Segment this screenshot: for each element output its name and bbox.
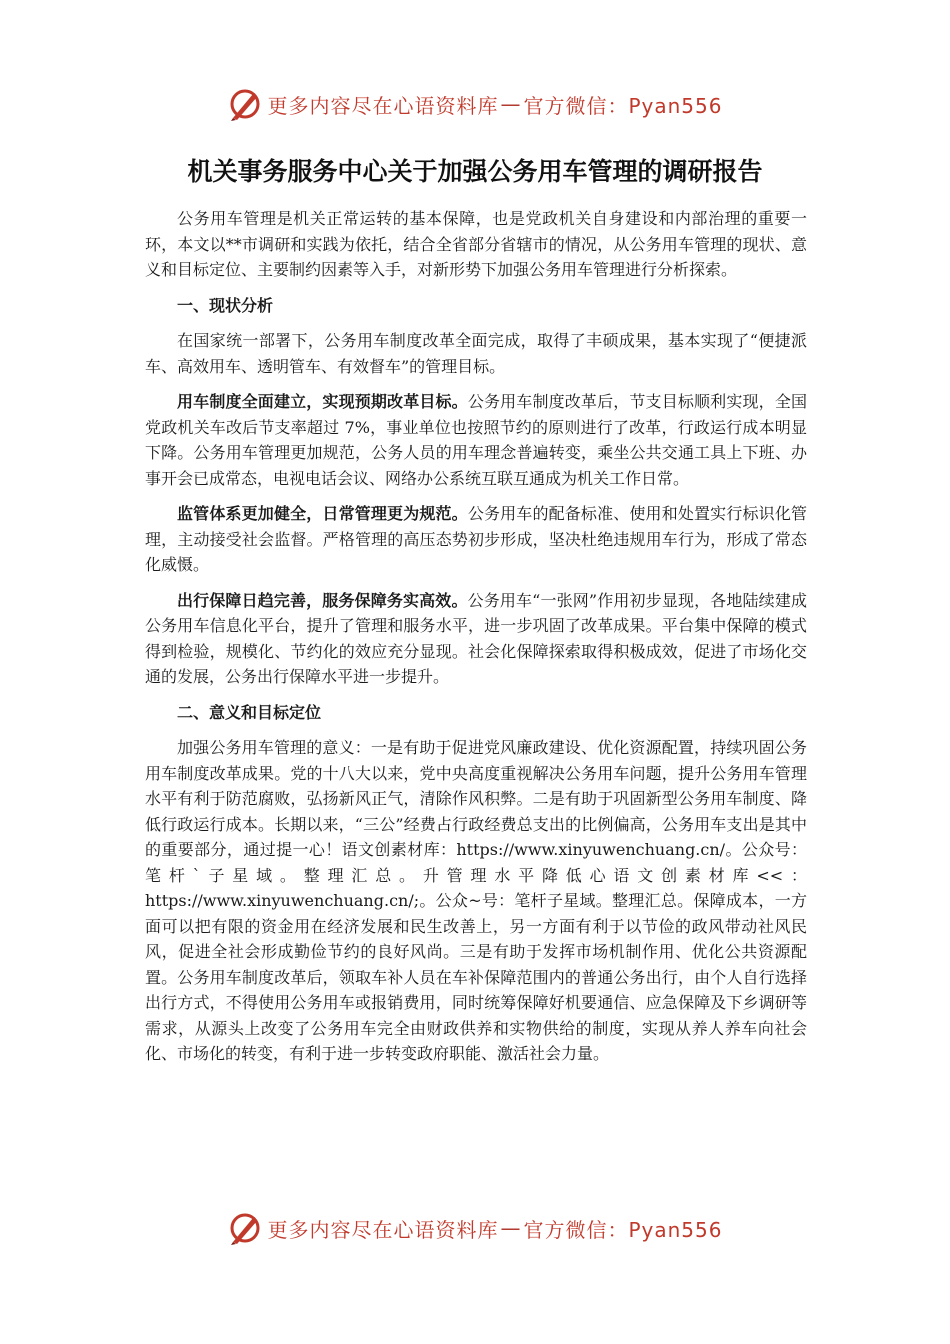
intro-paragraph: 公务用车管理是机关正常运转的基本保障，也是党政机关自身建设和内部治理的重要一环，本文以**市调研和实践为依托，结合全省部分省辖市的情况，从公务用车管理的现状、意义和目标定位、主要制约因素等入手，对新形势下加强公务用车管理进行分析探索。 bbox=[145, 209, 807, 279]
banner-wechat-text: 官方微信：Pyan556 bbox=[523, 1217, 723, 1242]
banner-separator: — bbox=[500, 1216, 522, 1240]
paragraph-body: 公务用车“一张网”作用初步显现，各地陆续建成公务用车信息化平台，提升了管理和服务水平，进一步巩固了改革成果。平台集中保障的模式得到检验，规模化、节约化的效应充分显现。社会化保障探索取得积极成效，促进了市场化交通的发展，公务出行保障水平进一步提升。 bbox=[145, 590, 807, 686]
section-heading-status: 一、现状分析 bbox=[177, 295, 274, 315]
paragraph-lead: 出行保障日趋完善，服务保障务实高效。 bbox=[177, 590, 468, 610]
status-paragraph-1: 在国家统一部署下，公务用车制度改革全面完成，取得了丰硕成果，基本实现了“便捷派车、高效用车、透明管车、有效督车”的管理目标。 bbox=[145, 331, 807, 376]
footer-banner bbox=[0, 1206, 950, 1250]
section-heading-significance: 二、意义和目标定位 bbox=[177, 702, 322, 722]
banner-wechat-text: 官方微信：Pyan556 bbox=[523, 93, 723, 118]
paragraph-body: 公务用车的配备标准、使用和处置实行标识化管理，主动接受社会监督。严格管理的高压态势初步形成，坚决杜绝违规用车行为，形成了常态化威慑。 bbox=[145, 504, 807, 574]
paragraph-body: 公务用车制度改革后，节支目标顺利实现，全国党政机关车改后节支率超过 7%，事业单位也按照节约的原则进行了改革，行政运行成本明显下降。公务用车管理更加规范，公务人员的用车理念普遍转变，乘坐公共交通工具上下班、办事开会已成常态，电视电话会议、网络办公系统互联互通成为机关工作日常。 bbox=[145, 392, 807, 488]
paragraph-lead: 监管体系更加健全，日常管理更为规范。 bbox=[177, 504, 468, 523]
status-paragraph-3 bbox=[145, 501, 807, 578]
header-banner bbox=[0, 82, 950, 126]
pen-logo-icon bbox=[227, 86, 263, 122]
paragraph-lead: 用车制度全面建立，实现预期改革目标。 bbox=[177, 392, 468, 411]
status-paragraph-2 bbox=[145, 389, 807, 491]
banner-main-text: 更多内容尽在心语资料库 bbox=[267, 1217, 499, 1242]
pen-logo-icon bbox=[227, 1210, 263, 1246]
document-body bbox=[145, 206, 807, 1077]
banner-main-text: 更多内容尽在心语资料库 bbox=[267, 93, 499, 118]
document-title: 机关事务服务中心关于加强公务用车管理的调研报告 bbox=[187, 157, 763, 186]
significance-paragraph: 加强公务用车管理的意义：一是有助于促进党风廉政建设、优化资源配置，持续巩固公务用车制度改革成果。党的十八大以来，党中央高度重视解决公务用车问题，提升公务用车管理水平有利于防范腐败，弘扬新风正气，清除作风积弊。二是有助于巩固新型公务用车制度、降低行政运行成本。长期以来，“三公”经费占行政经费总支出的比例偏高，公务用车支出是其中的重要部分，通过提一心！语文创素材库：https://www.xinyuwenchuang.cn/。公众号：笔杆`子星域。整理汇总。升管理水平降低心语文创素材库<<：https://www.xinyuwenchuang.cn/;。公众~号：笔杆子星域。整理汇总。保障成本，一方面可以把有限的资金用在经济发展和民生改善上，另一方面有利于以节俭的政风带动社风民风，促进全社会形成勤俭节约的良好风尚。三是有助于发挥市场机制作用、优化公共资源配置。公务用车制度改革后，领取车补人员在车补保障范围内的普通公务出行，由个人自行选择出行方式，不得使用公务用车或报销费用，同时统筹保障好机要通信、应急保障及下乡调研等需求，从源头上改变了公务用车完全由财政供养和实物供给的制度，实现从养人养车向社会化、市场化的转变，有利于进一步转变政府职能、激活社会力量。 bbox=[145, 738, 807, 1063]
status-paragraph-4 bbox=[145, 588, 807, 690]
banner-separator: — bbox=[500, 92, 522, 116]
